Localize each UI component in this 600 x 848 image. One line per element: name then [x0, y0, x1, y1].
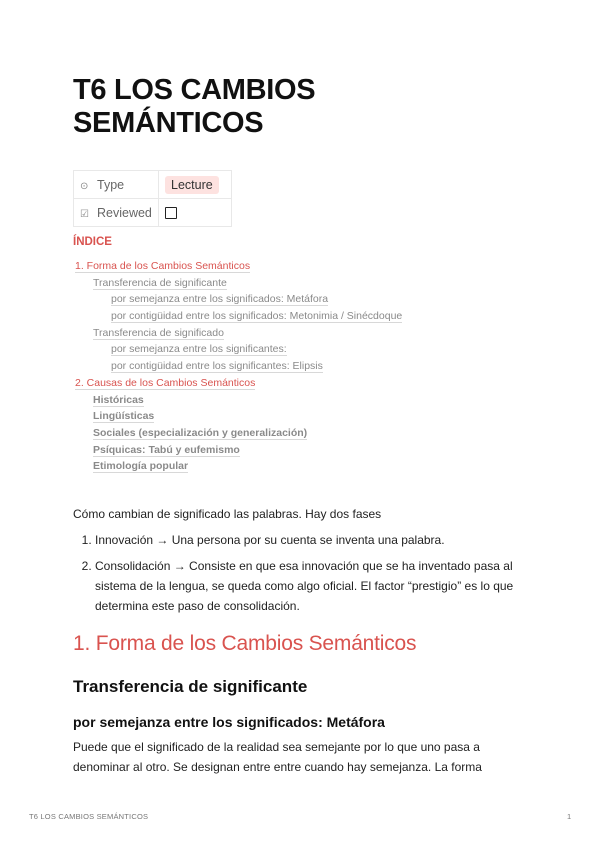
subsubsection-heading: por semejanza entre los significados: Metáfora: [73, 714, 385, 730]
toc-item[interactable]: Transferencia de significado: [93, 326, 224, 339]
footer-page-number: 1: [567, 812, 572, 821]
toc-item[interactable]: Psíquicas: Tabú y eufemismo: [93, 443, 240, 456]
property-key-type: [74, 171, 159, 199]
toc-item[interactable]: Históricas: [93, 393, 144, 406]
toc-item[interactable]: por semejanza entre los significados: Metáfora: [111, 293, 329, 306]
property-row-reviewed: [74, 199, 232, 227]
footer-title: T6 LOS CAMBIOS SEMÁNTICOS: [29, 812, 149, 821]
body-paragraph: Puede que el significado de la realidad sea semejante por lo que uno pasa a denominar al otro. Se designan entre entre cuando hay semejanza. La forma: [73, 740, 482, 774]
list-item: 2. Consolidación → Consiste en que esa innovación que se ha inventado pasa al sistema de la lengua, se queda como algo oficial. El factor “prestigio” es lo que determina este paso de consolidación.: [95, 556, 533, 616]
toc-item[interactable]: Lingüísticas: [93, 410, 155, 423]
toc-item[interactable]: por semejanza entre los significantes:: [111, 343, 287, 356]
steps-list: [73, 530, 533, 622]
subsection-heading: Transferencia de significante: [73, 677, 308, 696]
toc-item[interactable]: Etimología popular: [93, 460, 189, 473]
page-title: [73, 74, 315, 140]
toc-item[interactable]: 2. Causas de los Cambios Semánticos: [75, 376, 256, 389]
section-heading: 1. Forma de los Cambios Semánticos: [73, 632, 417, 655]
toc-item[interactable]: Transferencia de significante: [93, 276, 227, 289]
property-value-type[interactable]: [159, 171, 232, 199]
checkbox-property-icon: ☑: [80, 208, 89, 220]
property-row-type: [74, 171, 232, 199]
toc-item[interactable]: por contigüidad entre los significantes: Elipsis: [111, 360, 323, 373]
list-item: 1. Innovación → Una persona por su cuenta se inventa una palabra.: [95, 530, 533, 550]
type-label: Type: [97, 177, 125, 192]
property-value-reviewed[interactable]: [159, 199, 232, 227]
title-line-1: T6 LOS CAMBIOS: [73, 74, 316, 106]
reviewed-label: Reviewed: [97, 205, 152, 220]
toc-item[interactable]: por contigüidad entre los significados: Metonimia / Sinécdoque: [111, 310, 403, 323]
toc-item[interactable]: Sociales (especialización y generalización): [93, 426, 308, 439]
property-key-reviewed: [74, 199, 159, 227]
properties-table: [73, 170, 232, 227]
type-tag[interactable]: Lecture: [165, 176, 219, 194]
title-line-2: SEMÁNTICOS: [73, 107, 264, 139]
toc-heading: ÍNDICE: [73, 236, 112, 248]
select-property-icon: ⊙: [80, 180, 89, 192]
intro-text: Cómo cambian de significado las palabras. Hay dos fases: [73, 507, 382, 521]
toc-item[interactable]: 1. Forma de los Cambios Semánticos: [75, 260, 251, 272]
table-of-contents: [73, 258, 402, 475]
reviewed-checkbox[interactable]: [165, 207, 177, 219]
